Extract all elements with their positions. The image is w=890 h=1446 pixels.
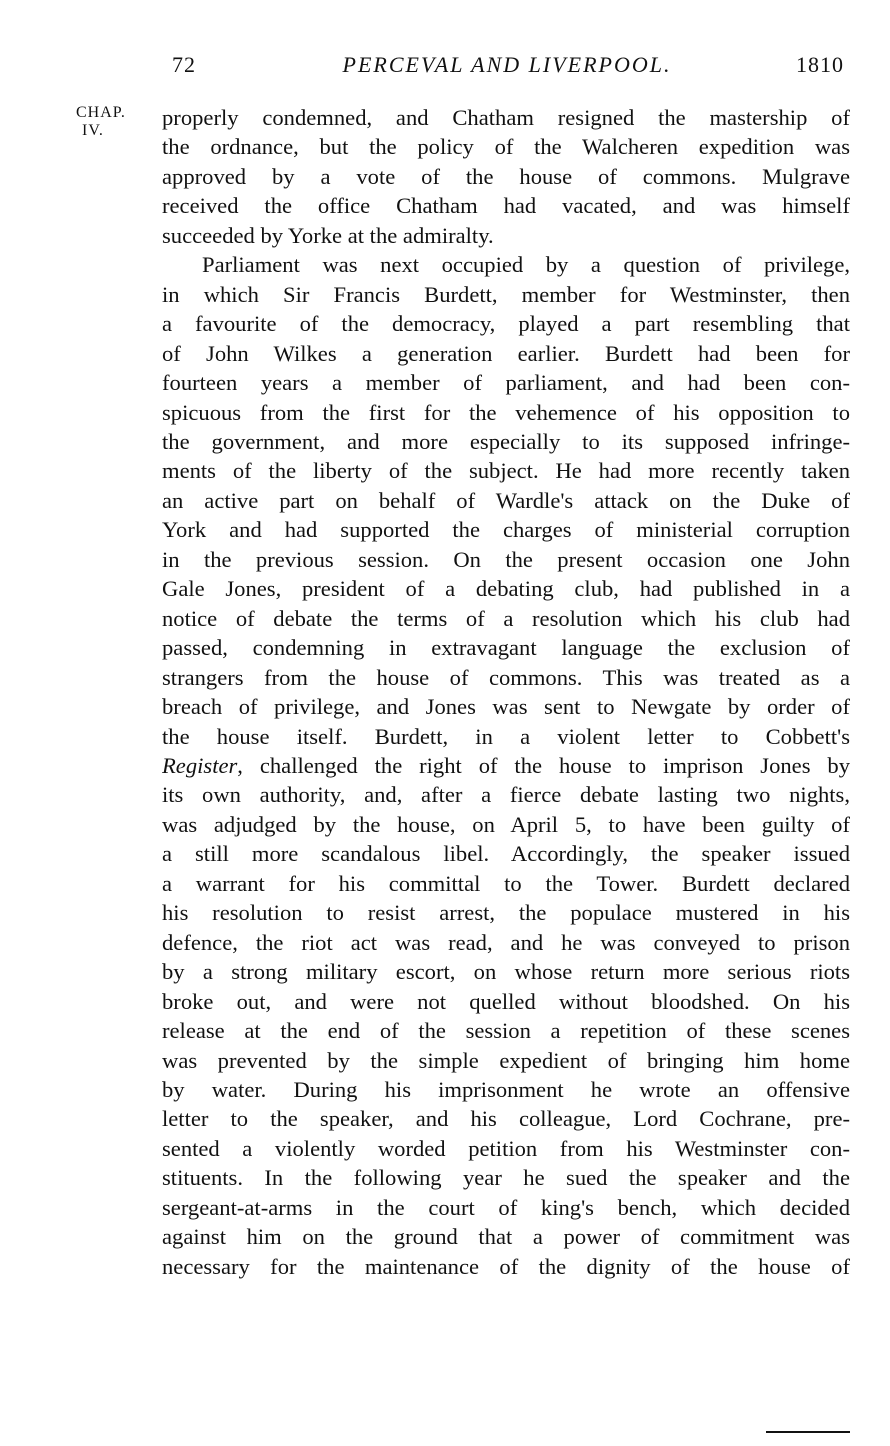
footer-rule: [766, 1431, 850, 1433]
running-title: PERCEVAL AND LIVERPOOL.: [342, 52, 672, 77]
paragraph-2: [162, 250, 850, 1281]
chapter-margin-note: [76, 104, 156, 140]
page-number: 72: [172, 52, 196, 77]
text-line: Register, challenged the right of the house to imprison Jones by: [162, 752, 850, 778]
running-header: [162, 52, 852, 84]
text-line: received the office Chatham had vacated, and was himself: [162, 193, 850, 219]
text-line: the house itself. Burdett, in a violent letter to Cobbett's: [162, 723, 850, 749]
text-line: ments of the liberty of the subject. He had more recently taken: [162, 458, 850, 484]
text-line: in the previous session. On the present occasion one John: [162, 546, 850, 572]
chapter-label: CHAP.: [76, 104, 126, 121]
text-line: against him on the ground that a power of commitment was: [162, 1224, 850, 1250]
text-line: a still more scandalous libel. Accordingly, the speaker issued: [162, 841, 850, 867]
text-line: was adjudged by the house, on April 5, to have been guilty of: [162, 811, 850, 837]
text-line: stituents. In the following year he sued the speaker and the: [162, 1165, 850, 1191]
text-line: properly condemned, and Chatham resigned the mastership of: [162, 105, 850, 130]
body-text: [162, 103, 850, 1281]
text-line: defence, the riot act was read, and he was conveyed to prison: [162, 929, 850, 955]
header-year: 1810: [796, 52, 844, 77]
text-line: release at the end of the session a repetition of these scenes: [162, 1018, 850, 1044]
text-line: fourteen years a member of parliament, and had been con-: [162, 370, 850, 396]
text-line: passed, condemning in extravagant language the exclusion of: [162, 635, 850, 661]
text-line: Gale Jones, president of a debating club, had published in a: [162, 576, 850, 602]
text-line: notice of debate the terms of a resolution which his club had: [162, 605, 850, 631]
text-line: the ordnance, but the policy of the Walcheren expedition was: [162, 134, 850, 160]
text-line: by water. During his imprisonment he wrote an offensive: [162, 1076, 850, 1102]
text-line: by a strong military escort, on whose return more serious riots: [162, 959, 850, 985]
text-line: approved by a vote of the house of commons. Mulgrave: [162, 163, 850, 189]
text-line: necessary for the maintenance of the dignity of the house of: [162, 1253, 850, 1279]
text-line: was prevented by the simple expedient of bringing him home: [162, 1047, 850, 1073]
text-line: breach of privilege, and Jones was sent to Newgate by order of: [162, 694, 850, 720]
text-line: the government, and more especially to its supposed infringe-: [162, 428, 850, 454]
text-line: succeeded by Yorke at the admiralty.: [162, 222, 494, 248]
text-line: letter to the speaker, and his colleague, Lord Cochrane, pre-: [162, 1106, 850, 1132]
text-line: sergeant-at-arms in the court of king's bench, which decided: [162, 1194, 850, 1220]
text-line: broke out, and were not quelled without bloodshed. On his: [162, 988, 850, 1014]
text-line: sented a violently worded petition from his Westminster con-: [162, 1135, 850, 1161]
chapter-number: IV.: [82, 122, 104, 139]
text-line: an active part on behalf of Wardle's attack on the Duke of: [162, 487, 850, 513]
text-line: Parliament was next occupied by a question of privilege,: [202, 252, 850, 278]
text-line: a favourite of the democracy, played a part resembling that: [162, 311, 850, 337]
text-line: his resolution to resist arrest, the populace mustered in his: [162, 900, 850, 926]
paragraph-1: [162, 103, 850, 250]
text-line: York and had supported the charges of ministerial corruption: [162, 517, 850, 543]
text-line: in which Sir Francis Burdett, member for Westminster, then: [162, 281, 850, 307]
text-line: its own authority, and, after a fierce debate lasting two nights,: [162, 782, 850, 808]
text-line: strangers from the house of commons. This was treated as a: [162, 664, 850, 690]
text-line: a warrant for his committal to the Tower. Burdett declared: [162, 870, 850, 896]
text-line: spicuous from the first for the vehemence of his opposition to: [162, 399, 850, 425]
text-line: of John Wilkes a generation earlier. Burdett had been for: [162, 340, 850, 366]
